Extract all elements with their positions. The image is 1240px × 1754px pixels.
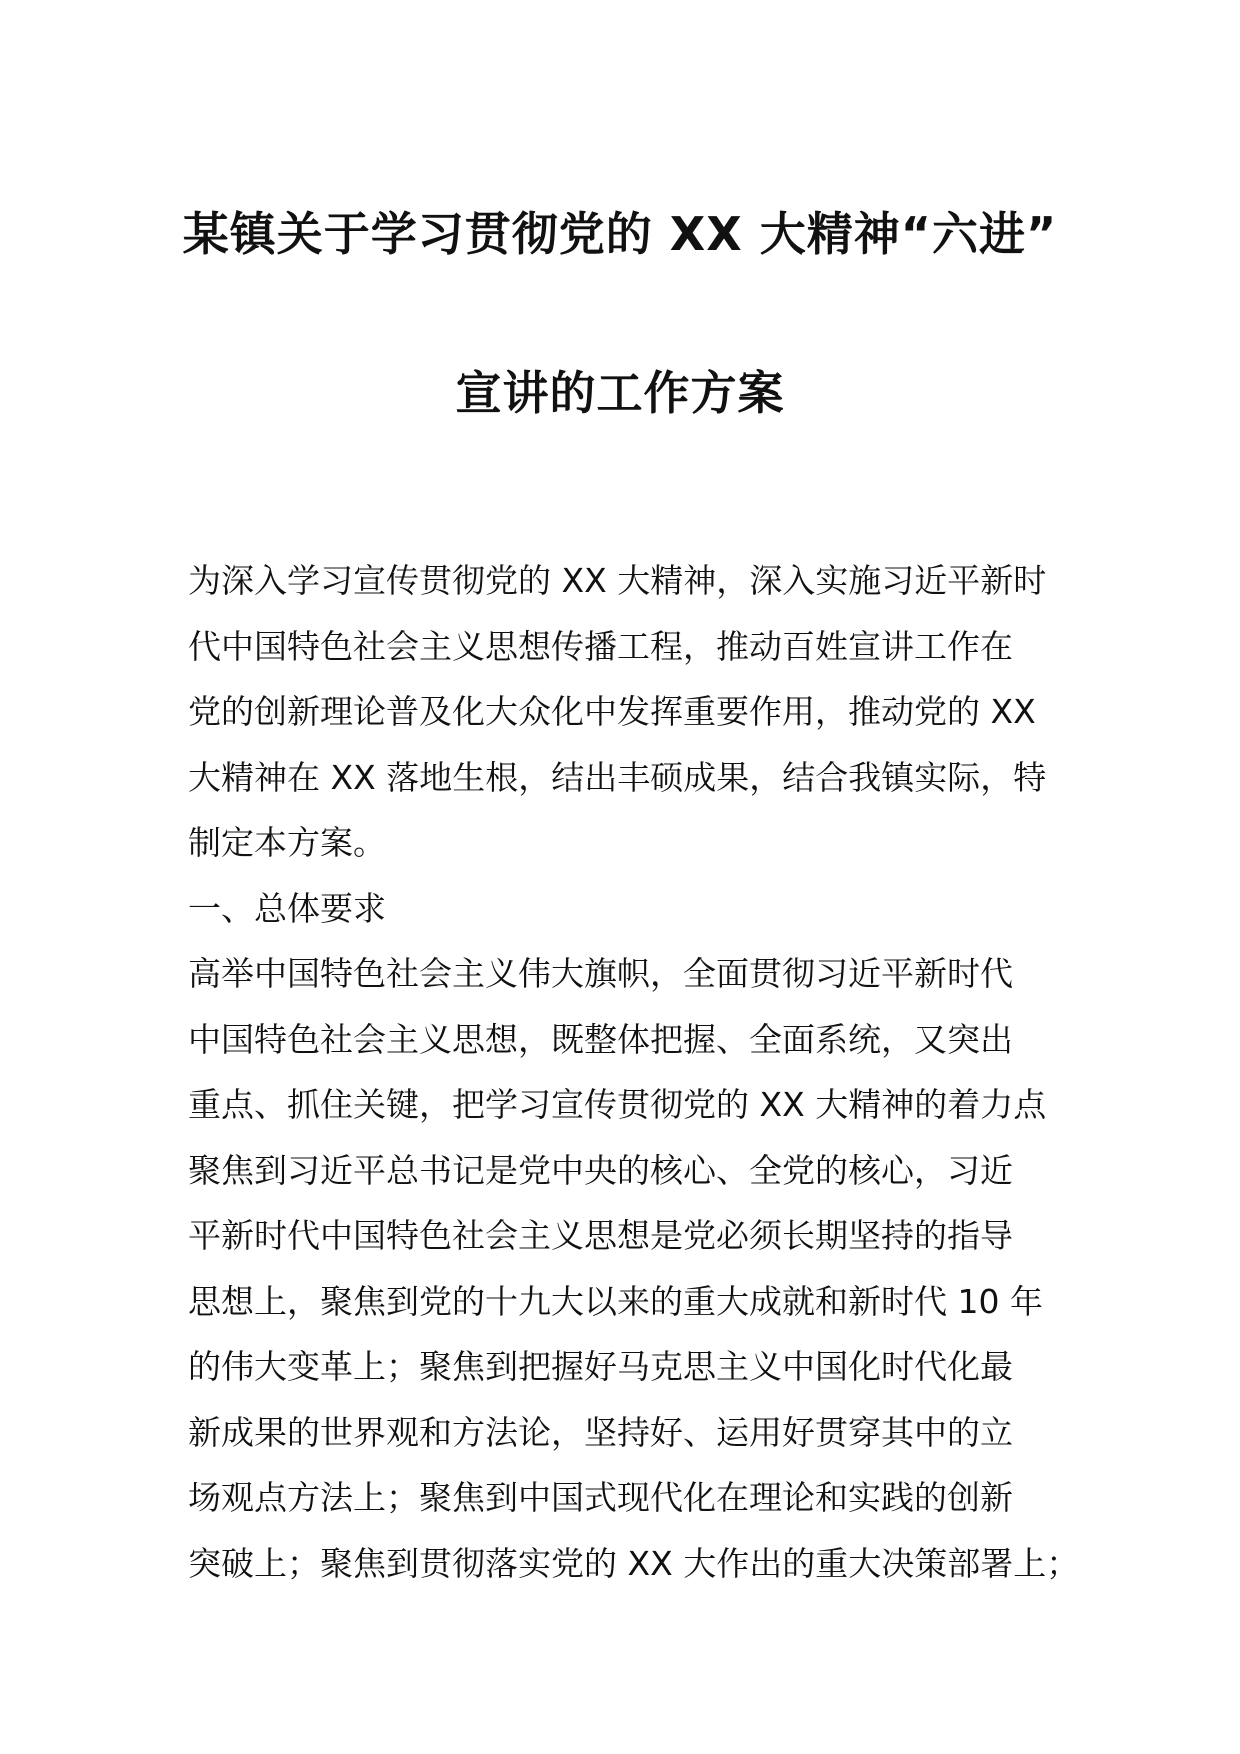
body-line: 制定本方案。: [188, 823, 386, 862]
body-line: 聚焦到习近平总书记是党中央的核心、全党的核心，习近: [188, 1150, 1013, 1190]
document-title-line-1: 某镇关于学习贯彻党的 XX 大精神“六进”: [182, 207, 1058, 261]
body-line: 为深入学习宣传贯彻党的 XX 大精神，深入实施习近平新时: [188, 561, 1047, 600]
document-title-line-2: 宣讲的工作方案: [455, 366, 785, 420]
section-heading: 一、总体要求: [188, 888, 386, 928]
body-line: 的伟大变革上；聚焦到把握好马克思主义中国化时代化最: [188, 1347, 1013, 1386]
body-line: 场观点方法上；聚焦到中国式现代化在理论和实践的创新: [188, 1478, 1013, 1517]
body-line: 思想上，聚焦到党的十九大以来的重大成就和新时代 10 年: [188, 1281, 1043, 1321]
body-line: 突破上；聚焦到贯彻落实党的 XX 大作出的重大决策部署上；: [188, 1543, 1080, 1583]
body-line: 高举中国特色社会主义伟大旗帜，全面贯彻习近平新时代: [188, 954, 1013, 993]
document-body: [188, 548, 1088, 1596]
body-line: 重点、抓住关键，把学习宣传贯彻党的 XX 大精神的着力点: [188, 1085, 1047, 1124]
body-line: 中国特色社会主义思想，既整体把握、全面系统，又突出: [188, 1019, 1013, 1059]
body-line: 党的创新理论普及化大众化中发挥重要作用，推动党的 XX: [188, 692, 1036, 731]
body-line: 平新时代中国特色社会主义思想是党必须长期坚持的指导: [188, 1216, 1013, 1255]
body-line: 大精神在 XX 落地生根，结出丰硕成果，结合我镇实际，特: [188, 757, 1047, 797]
body-line: 代中国特色社会主义思想传播工程，推动百姓宣讲工作在: [188, 626, 1013, 666]
body-line: 新成果的世界观和方法论，坚持好、运用好贯穿其中的立: [188, 1412, 1013, 1452]
